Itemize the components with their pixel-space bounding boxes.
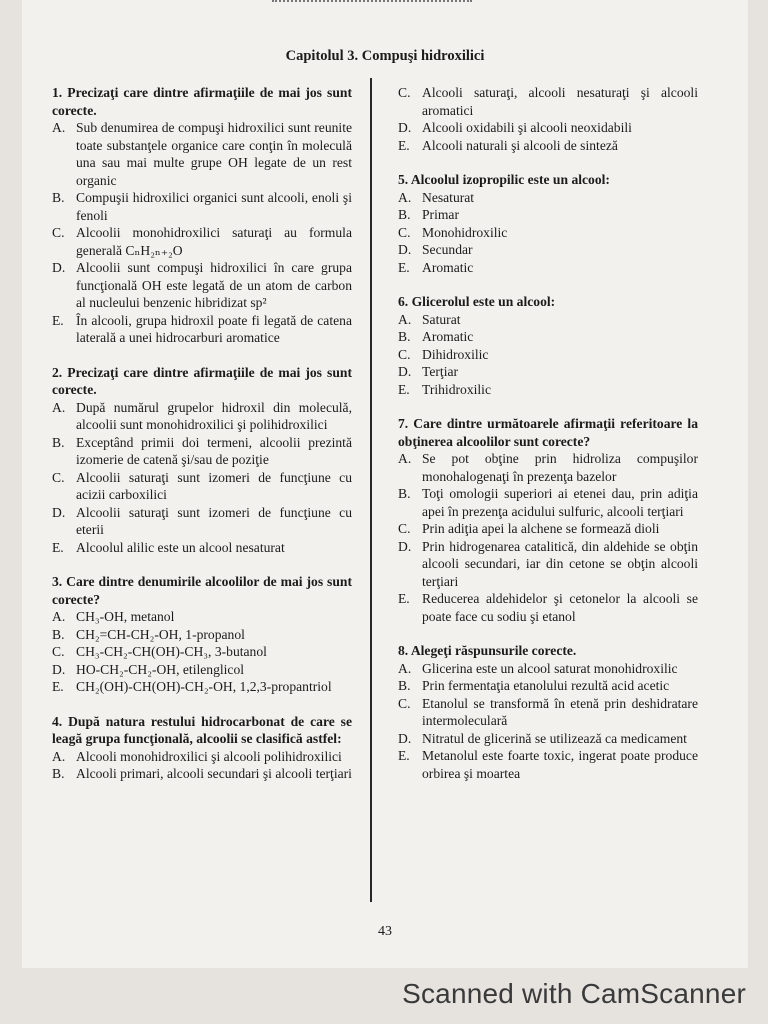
option-letter: E. <box>398 381 410 397</box>
answer-option <box>52 678 352 696</box>
option-letter: D. <box>52 504 66 520</box>
question-text: 6. Glicerolul este un alcool: <box>398 294 556 309</box>
option-text: CH₂=CH-CH₂-OH, 1-propanol <box>76 626 245 642</box>
option-text: Metanolul este foarte toxic, ingerat poate produce orbirea şi moartea <box>422 748 698 781</box>
option-text: Saturat <box>422 311 461 327</box>
option-letter: D. <box>52 260 66 275</box>
option-text: Alcoolii sunt compuşi hidroxilici în care grupa funcţională OH este legată de un atom de carbon al nucleului benzenic hibridizat sp² <box>76 260 352 310</box>
option-letter: A. <box>52 748 66 764</box>
option-letter: B. <box>52 626 65 642</box>
answer-option <box>398 520 698 538</box>
option-letter: D. <box>398 730 412 746</box>
option-text: Alcooli saturaţi, alcooli nesaturaţi şi alcooli aromatici <box>422 85 698 118</box>
option-text: Toţi omologii superiori ai etenei dau, prin adiţia apei în prezenţa acidului sulfuric, alcooli terţiari <box>422 486 698 519</box>
question-block <box>398 171 698 276</box>
answer-option <box>52 765 352 783</box>
option-letter: C. <box>398 521 411 536</box>
option-text: Trihidroxilic <box>422 381 491 397</box>
option-letter: E. <box>398 259 410 275</box>
option-text: Glicerina este un alcool saturat monohidroxilic <box>422 660 678 676</box>
answer-option <box>52 748 352 766</box>
option-text: Terţiar <box>422 364 459 379</box>
answer-option <box>398 311 698 329</box>
option-text: După numărul grupelor hidroxil din moleculă, alcoolii sunt monohidroxilici şi polihidroxilici <box>76 399 352 432</box>
option-letter: C. <box>398 85 411 100</box>
answer-option <box>398 346 698 364</box>
answer-option <box>52 224 352 259</box>
option-letter: D. <box>398 120 412 135</box>
answer-option <box>398 747 698 782</box>
answer-option <box>398 450 698 485</box>
option-letter: B. <box>398 678 411 693</box>
option-text: Se pot obţine prin hidroliza compuşilor monohalogenaţi în prezenţa bazelor <box>422 451 698 484</box>
option-letter: B. <box>52 190 65 205</box>
question-text: 3. Care dintre denumirile alcoolilor de mai jos sunt corecte? <box>52 574 352 607</box>
answer-option <box>398 695 698 730</box>
answer-option <box>52 399 352 434</box>
option-text: HO-CH₂-CH₂-OH, etilenglicol <box>76 661 245 677</box>
answer-option <box>398 119 698 137</box>
option-text: În alcooli, grupa hidroxil poate fi legată de catena laterală a unei hidrocarburi aromatice <box>76 312 352 345</box>
option-text: Reducerea aldehidelor şi cetonelor la alcooli se poate face cu sodiu şi etanol <box>422 591 698 624</box>
left-column <box>52 84 352 800</box>
answer-option <box>52 259 352 312</box>
question-text: 1. Precizaţi care dintre afirmaţiile de mai jos sunt corecte. <box>52 85 352 118</box>
question-block <box>398 415 698 625</box>
option-text: Etanolul se transformă în etenă prin deshidratare intermoleculară <box>422 695 698 728</box>
answer-option <box>52 119 352 189</box>
option-letter: B. <box>52 434 65 450</box>
option-letter: C. <box>52 644 65 659</box>
option-letter: D. <box>52 661 66 677</box>
answer-option <box>52 643 352 661</box>
option-letter: B. <box>398 207 411 222</box>
scan-edge-marks <box>272 0 472 6</box>
option-text: Prin adiţia apei la alchene se formează dioli <box>422 521 660 536</box>
answer-option <box>398 189 698 207</box>
right-column <box>398 84 698 799</box>
option-text: Alcoolii saturaţi sunt izomeri de funcţiune cu eterii <box>76 504 352 537</box>
answer-option <box>398 241 698 259</box>
question-text: 7. Care dintre următoarele afirmaţii referitoare la obţinerea alcoolilor sunt corecte? <box>398 416 698 449</box>
option-letter: B. <box>52 766 65 781</box>
question-block <box>52 713 352 783</box>
option-letter: C. <box>398 346 411 362</box>
question-block <box>52 84 352 347</box>
option-text: CH₃-CH₂-CH(OH)-CH₃, 3-butanol <box>76 644 267 659</box>
option-letter: E. <box>398 137 410 153</box>
answer-option <box>52 608 352 626</box>
option-letter: A. <box>398 660 412 676</box>
option-letter: A. <box>398 451 412 466</box>
question-block <box>398 293 698 398</box>
answer-option <box>398 328 698 346</box>
option-letter: C. <box>52 225 65 240</box>
option-letter: D. <box>398 242 412 257</box>
option-text: Alcoolul alilic este un alcool nesaturat <box>76 539 285 555</box>
answer-option <box>52 312 352 347</box>
answer-option <box>398 84 698 119</box>
answer-option <box>398 206 698 224</box>
option-text: Prin hidrogenarea catalitică, din aldehide se obţin alcooli secundari, iar din cetone se obţin alcooli terţiari <box>422 538 698 589</box>
column-divider <box>370 78 372 902</box>
option-letter: B. <box>398 486 411 501</box>
answer-option <box>398 730 698 748</box>
question-text: 4. După natura restului hidrocarbonat de care se leagă grupa funcţională, alcoolii se clasifică astfel: <box>52 713 352 746</box>
option-letter: A. <box>52 399 66 415</box>
question-block <box>398 84 698 154</box>
answer-option <box>52 539 352 557</box>
answer-option <box>52 661 352 679</box>
option-text: Monohidroxilic <box>422 224 508 240</box>
answer-option <box>52 504 352 539</box>
option-letter: C. <box>398 695 411 711</box>
answer-option <box>398 660 698 678</box>
option-text: Alcoolii saturaţi sunt izomeri de funcţiune cu acizii carboxilici <box>76 469 352 502</box>
option-text: Nitratul de glicerină se utilizează ca medicament <box>422 730 687 746</box>
option-text: Aromatic <box>422 329 474 344</box>
question-block <box>52 364 352 557</box>
answer-option <box>398 538 698 591</box>
option-letter: E. <box>52 679 64 694</box>
option-text: Nesaturat <box>422 189 475 205</box>
option-letter: A. <box>398 311 412 327</box>
option-letter: C. <box>52 469 65 485</box>
option-letter: A. <box>52 609 66 624</box>
option-text: Prin fermentaţia etanolului rezultă acid acetic <box>422 678 670 693</box>
answer-option <box>52 434 352 469</box>
page-number: 43 <box>378 924 392 939</box>
option-letter: D. <box>398 538 412 554</box>
option-text: Primar <box>422 207 459 222</box>
option-text: Exceptând primii doi termeni, alcoolii prezintă izomerie de catenă şi/sau de poziţie <box>76 434 352 467</box>
option-letter: D. <box>398 364 412 379</box>
answer-option <box>52 469 352 504</box>
answer-option <box>398 363 698 381</box>
option-text: CH₃-OH, metanol <box>76 609 175 624</box>
option-text: Dihidroxilic <box>422 346 489 362</box>
option-text: Alcooli primari, alcooli secundari şi alcooli terţiari <box>76 766 352 781</box>
option-text: Sub denumirea de compuşi hidroxilici sunt reunite toate substanţele organice care conţin în moleculă una sau mai multe grupe OH legate de un rest organic <box>76 120 352 188</box>
option-text: Secundar <box>422 242 473 257</box>
question-text: 8. Alegeţi răspunsurile corecte. <box>398 643 577 658</box>
question-block <box>52 573 352 696</box>
answer-option <box>398 677 698 695</box>
option-letter: A. <box>398 189 412 205</box>
answer-option <box>52 626 352 644</box>
book-page <box>22 0 748 968</box>
option-letter: E. <box>52 539 64 555</box>
answer-option <box>398 137 698 155</box>
option-text: Alcoolii monohidroxilici saturaţi au formula generală CₙH₂ₙ₊₂O <box>76 225 352 258</box>
camscanner-watermark: Scanned with CamScanner <box>402 978 746 1009</box>
option-letter: E. <box>52 312 64 328</box>
answer-option <box>398 485 698 520</box>
option-text: Alcooli monohidroxilici şi alcooli polihidroxilici <box>76 748 342 764</box>
answer-option <box>398 381 698 399</box>
option-text: Alcooli naturali şi alcooli de sinteză <box>422 137 618 153</box>
option-text: Aromatic <box>422 259 474 275</box>
chapter-title: Capitolul 3. Compuşi hidroxilici <box>285 48 485 64</box>
option-text: Alcooli oxidabili şi alcooli neoxidabili <box>422 120 632 135</box>
option-letter: E. <box>398 748 410 763</box>
question-text: 2. Precizaţi care dintre afirmaţiile de mai jos sunt corecte. <box>52 364 352 397</box>
answer-option <box>398 259 698 277</box>
answer-option <box>398 590 698 625</box>
option-letter: C. <box>398 224 411 240</box>
option-letter: E. <box>398 591 410 606</box>
answer-option <box>52 189 352 224</box>
option-text: CH₂(OH)-CH(OH)-CH₂-OH, 1,2,3-propantriol <box>76 679 332 694</box>
option-letter: A. <box>52 120 66 135</box>
question-block <box>398 642 698 782</box>
question-text: 5. Alcoolul izopropilic este un alcool: <box>398 172 610 187</box>
option-letter: B. <box>398 329 411 344</box>
option-text: Compuşii hidroxilici organici sunt alcooli, enoli şi fenoli <box>76 190 352 223</box>
answer-option <box>398 224 698 242</box>
